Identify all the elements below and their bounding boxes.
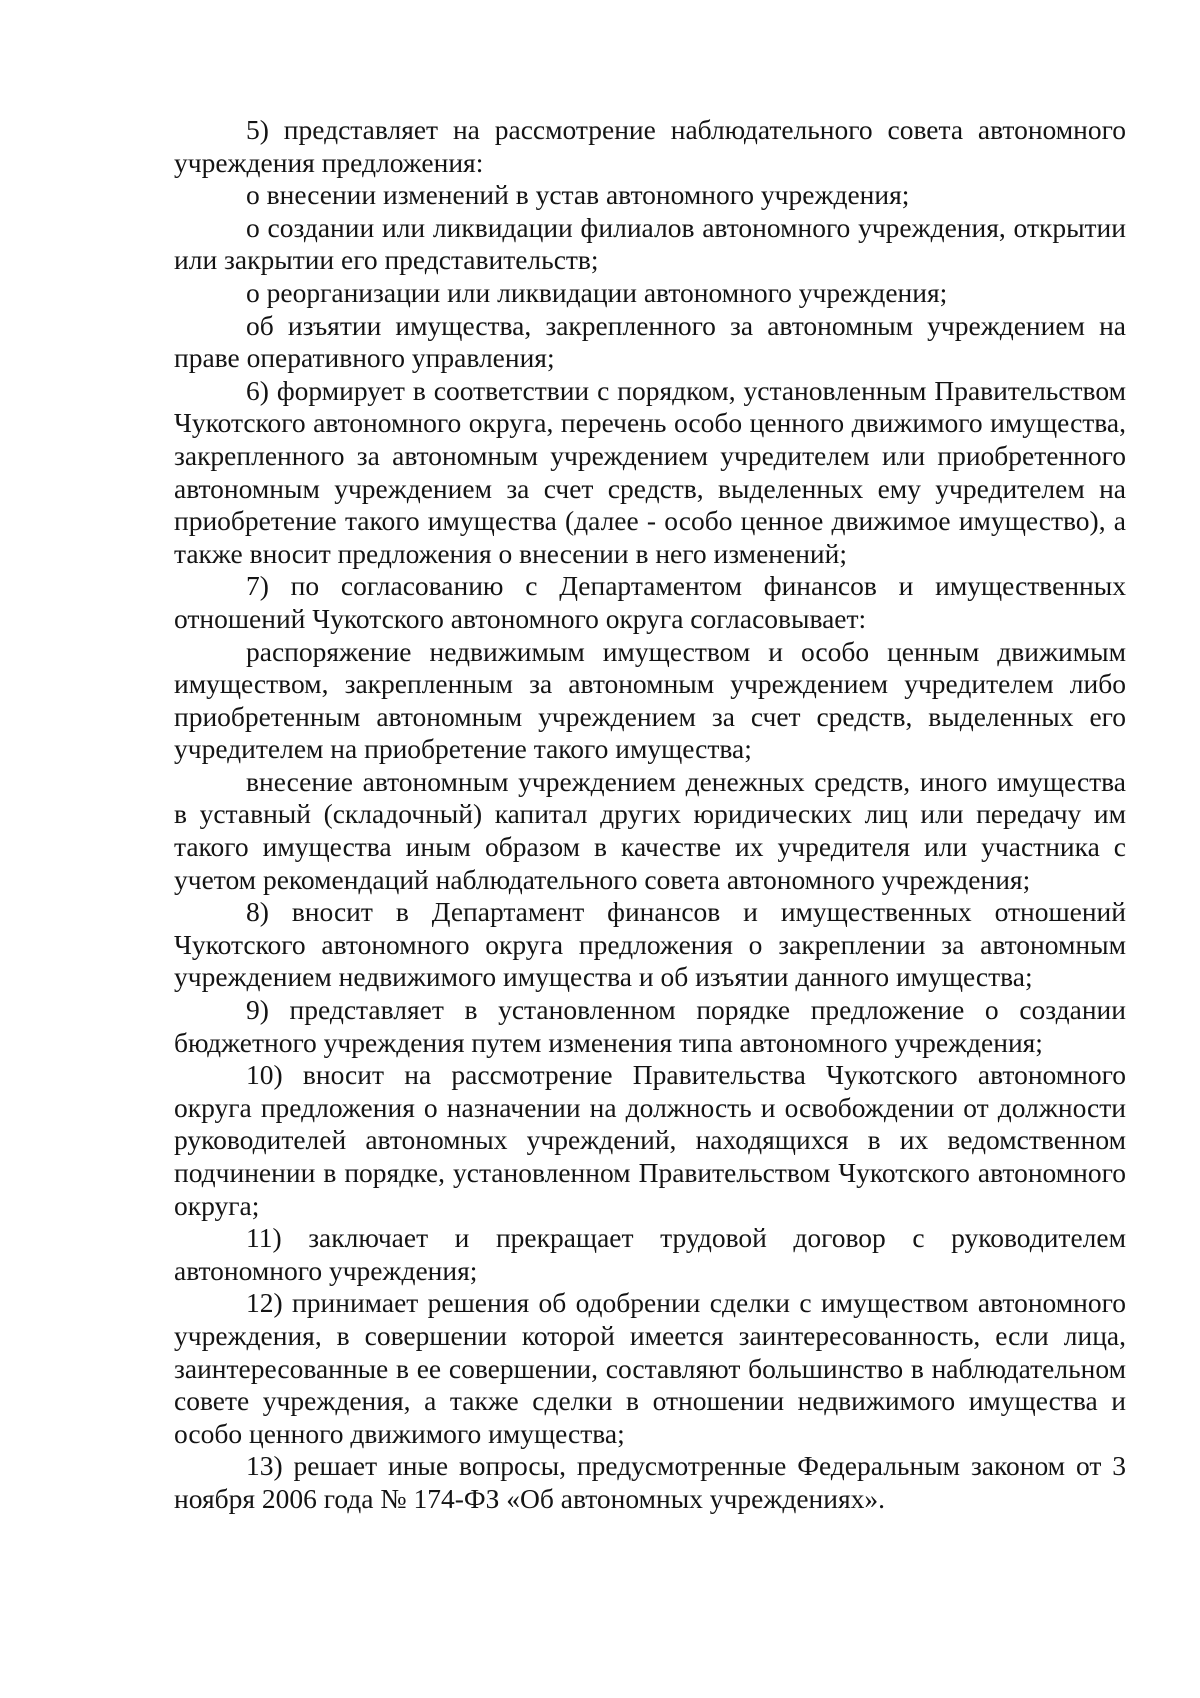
document-body — [174, 114, 1126, 1516]
paragraph-item-12: 12) принимает решения об одобрении сделки с имуществом автономного учреждения, в совершении которой имеется заинтересованность, если лица, заинтересованные в ее совершении, составляют большинство в наблюдательном совете учреждения, а также сделки в отношении недвижимого имущества и особо ценного движимого имущества; — [174, 1287, 1126, 1449]
paragraph-branches: о создании или ликвидации филиалов автономного учреждения, открытии или закрытии его представительств; — [174, 211, 1126, 276]
paragraph-capital-contribution: внесение автономным учреждением денежных средств, иного имущества в уставный (складочный) капитал других юридических лиц или передачу им такого имущества иным образом в качестве их учредителя или участника с учетом рекомендаций наблюдательного совета автономного учреждения; — [174, 765, 1126, 895]
paragraph-item-5: 5) представляет на рассмотрение наблюдательного совета автономного учреждения предложения: — [174, 114, 1126, 178]
paragraph-item-8: 8) вносит в Департамент финансов и имущественных отношений Чукотского автономного округа предложения о закреплении за автономным учреждением недвижимого имущества и об изъятии данного имущества; — [174, 896, 1126, 993]
paragraph-item-6: 6) формирует в соответствии с порядком, установленным Правительством Чукотского автономного округа, перечень особо ценного движимого имущества, закрепленного за автономным учреждением учредителем или приобретенного автономным учреждением за счет средств, выделенных ему учредителем на приобретение такого имущества (далее - особо ценное движимое имущество), а также вносит предложения о внесении в него изменений; — [174, 374, 1126, 569]
paragraph-reorganization: о реорганизации или ликвидации автономного учреждения; — [246, 276, 948, 308]
paragraph-item-9: 9) представляет в установленном порядке предложение о создании бюджетного учреждения путем изменения типа автономного учреждения; — [174, 994, 1126, 1058]
paragraph-disposal: распоряжение недвижимым имуществом и особо ценным движимым имуществом, закрепленным за автономным учреждением учредителем либо приобретенным автономным учреждением за счет средств, выделенных его учредителем на приобретение такого имущества; — [174, 635, 1126, 765]
paragraph-item-13: 13) решает иные вопросы, предусмотренные Федеральным законом от 3 ноября 2006 года № 174-ФЗ «Об автономных учреждениях». — [174, 1450, 1126, 1514]
paragraph-item-10: 10) вносит на рассмотрение Правительства Чукотского автономного округа предложения о назначении на должность и освобождении от должности руководителей автономных учреждений, находящихся в их ведомственном подчинении в порядке, установленном Правительством Чукотского автономного округа; — [174, 1059, 1126, 1221]
paragraph-charter-amendments: о внесении изменений в устав автономного учреждения; — [246, 179, 910, 211]
paragraph-item-11: 11) заключает и прекращает трудовой договор с руководителем автономного учреждения; — [174, 1222, 1126, 1286]
paragraph-property-withdrawal: об изъятии имущества, закрепленного за автономным учреждением на праве оперативного управления; — [174, 309, 1126, 374]
paragraph-item-7: 7) по согласованию с Департаментом финансов и имущественных отношений Чукотского автономного округа согласовывает: — [174, 570, 1126, 634]
